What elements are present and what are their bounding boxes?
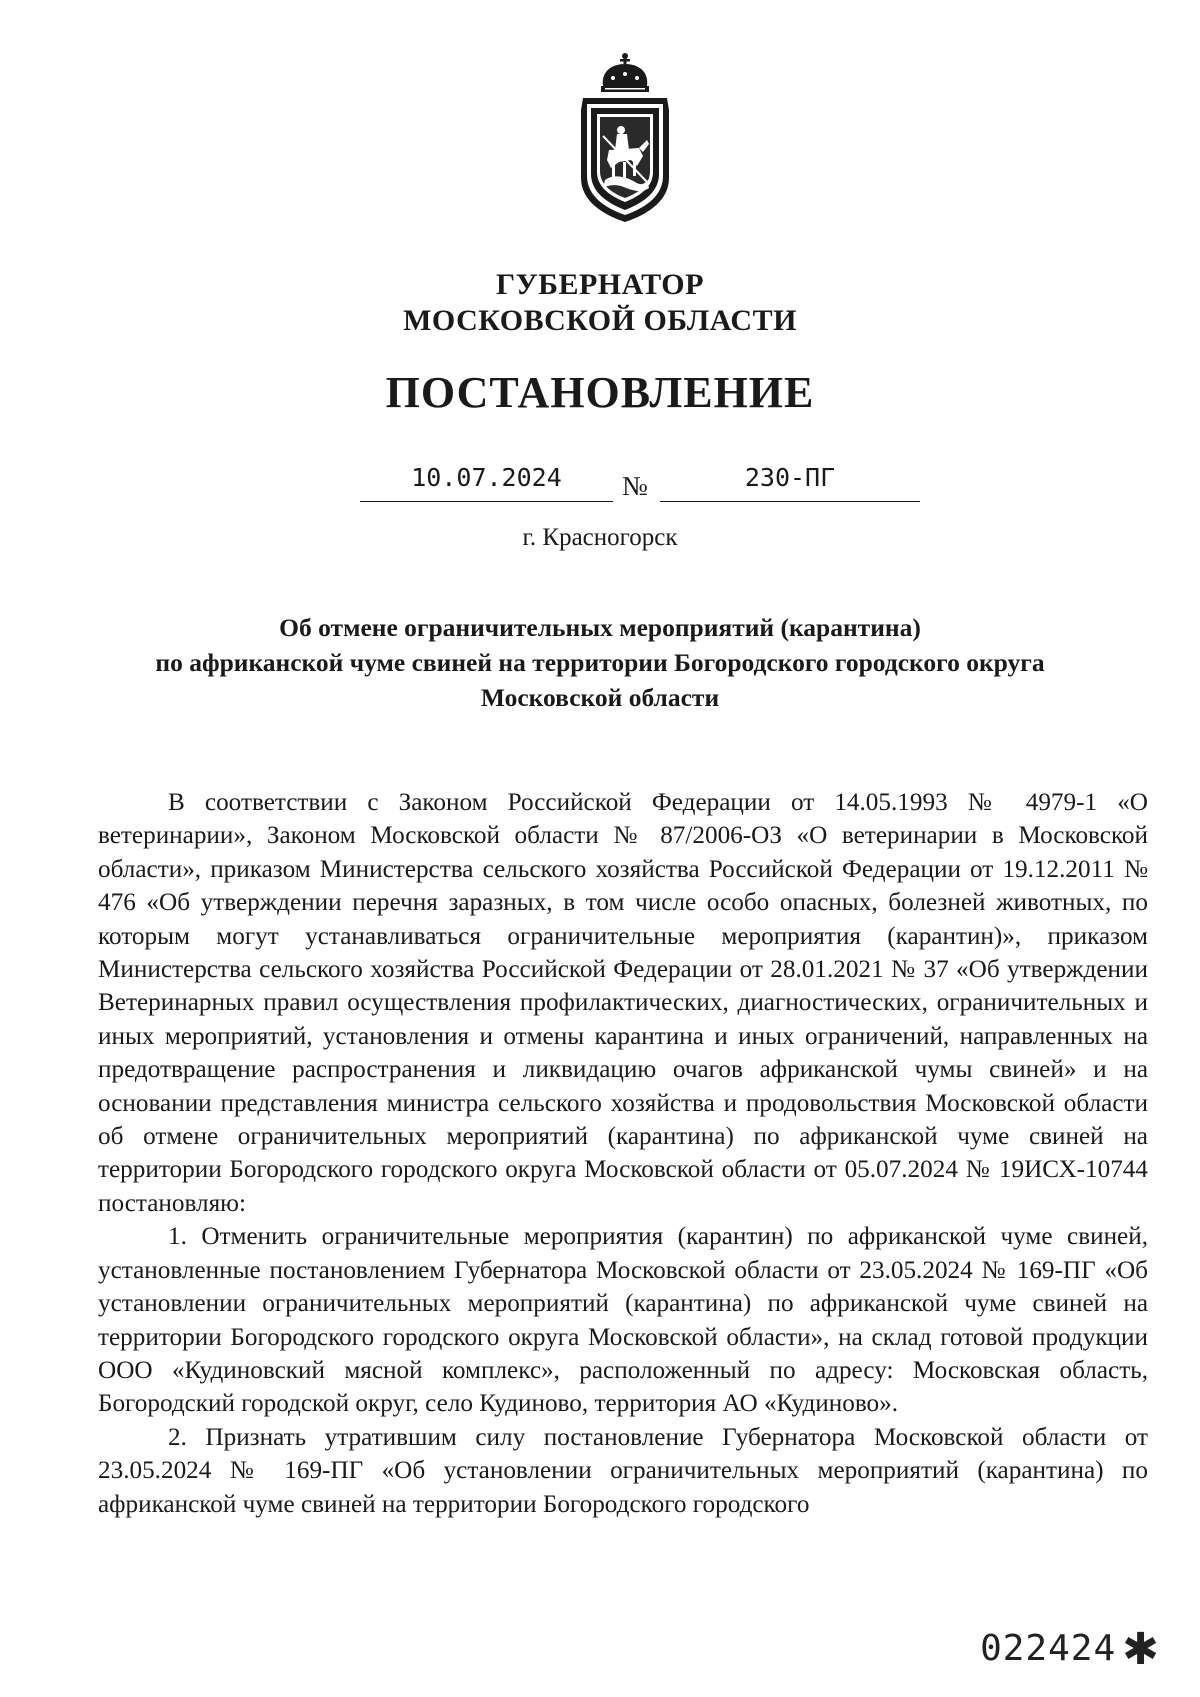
serial-stamp: [980, 1624, 1160, 1675]
document-subject: [100, 610, 1100, 715]
moscow-oblast-coat-of-arms-icon: [565, 50, 685, 225]
number-sign: №: [622, 471, 648, 501]
document-date: 10.07.2024: [360, 463, 613, 502]
place-of-issue: г. Красногорск: [522, 524, 678, 551]
preamble-paragraph: В соответствии с Законом Российской Федерации от 14.05.1993 № 4979-1 «О ветеринарии», Законом Московской области № 87/2006-ОЗ «О ветеринарии в Московской области», приказом Министерства сельского хозяйства Российской Федерации от 19.12.2011 № 476 «Об утверждении перечня заразных, в том числе особо опасных, болезней животных, по которым могут устанавливаться ограничительные мероприятия (карантин)», приказом Министерства сельского хозяйства Российской Федерации от 28.01.2021 № 37 «Об утверждении Ветеринарных правил осуществления профилактических, диагностических, ограничительных и иных мероприятий, установления и отмены карантина и иных ограничений, направленных на предотвращение распространения и ликвидацию очагов африканской чумы свиней» и на основании представления министра сельского хозяйства и продовольствия Московской области об отмене ограничительных мероприятий (карантина) по африканской чуме свиней на территории Богородского городского округа Московской области от 05.07.2024 № 19ИСХ-10744 постановляю:: [98, 789, 1148, 1217]
document-body: [98, 786, 1148, 1521]
document-type-title: ПОСТАНОВЛЕНИЕ: [385, 368, 815, 417]
document-number: 230-ПГ: [660, 463, 920, 502]
subject-line3: Московской области: [480, 683, 720, 712]
subject-line1: Об отмене ограничительных мероприятий (карантина): [279, 613, 921, 642]
authority-name-line1: ГУБЕРНАТОР: [496, 268, 704, 301]
registration-row: [360, 463, 920, 503]
serial-number: 022424: [980, 1628, 1117, 1669]
asterisk-mark: ✱: [1122, 1624, 1160, 1675]
clause-1-paragraph: 1. Отменить ограничительные мероприятия (карантин) по африканской чуме свиней, установленные постановлением Губернатора Московской области от 23.05.2024 № 169-ПГ «Об установлении ограничительных мероприятий (карантина) по африканской чуме свиней на территории Богородского городского округа Московской области», на склад готовой продукции ООО «Кудиновский мясной комплекс», расположенный по адресу: Московская область, Богородский городской округ, село Кудиново, территория АО «Кудиново».: [98, 1223, 1148, 1418]
authority-name-line2: МОСКОВСКОЙ ОБЛАСТИ: [403, 304, 797, 337]
clause-2-paragraph: 2. Признать утратившим силу постановление Губернатора Московской области от 23.05.2024 № 169-ПГ «Об установлении ограничительных мероприятий (карантина) по африканской чуме свиней на территории Богородского городского: [98, 1423, 1148, 1518]
subject-line2: по африканской чуме свиней на территории Богородского городского округа: [155, 648, 1045, 677]
